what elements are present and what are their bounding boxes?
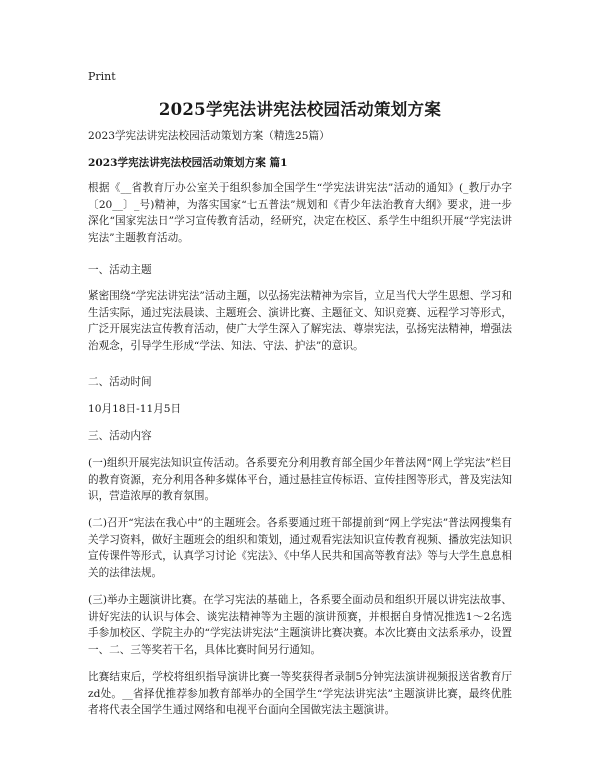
heading-activity-content: 三、活动内容 [88,430,152,442]
print-link[interactable]: Print [88,70,116,83]
content-item-2: (二)召开“宪法在我心中”的主题班会。各系要通过班干部提前到“网上学宪法”普法网搜集有关学习资料，做好主题班会的组织和策划，通过观看宪法知识宣传教育视频、播放宪法知识宣传课件等形式，认真学习讨论《宪法》、《中华人民共和国高等教育法》等与大学生息息相关的法律法规。 [88,517,512,579]
content-item-4: 比赛结束后，学校将组织指导演讲比赛一等奖获得者录制5分钟宪法演讲视频报送省教育厅zd处。__省择优推荐参加教育部举办的全国学生“学宪法讲宪法”主题演讲比赛，最终优胜者将代表全国学生通过网络和电视平台面向全国做宪法主题演讲。 [88,671,512,716]
document-subtitle: 2023学宪法讲宪法校园活动策划方案（精选25篇） [88,130,330,142]
theme-paragraph: 紧密围绕“学宪法讲宪法”活动主题，以弘扬宪法精神为宗旨，立足当代大学生思想、学习和生活实际，通过宪法晨读、主题班会、演讲比赛、主题征文、知识竞赛、远程学习等形式，广泛开展宪法宣传教育活动，使广大学生深入了解宪法、尊崇宪法，弘扬宪法精神，增强法治观念，引导学生形成“学法、知法、守法、护法”的意识。 [88,290,512,352]
content-item-1: (一)组织开展宪法知识宣传活动。各系要充分利用教育部全国少年普法网“网上学宪法”栏目的教育资源，充分利用各种多媒体平台，通过悬挂宣传标语、宣传挂图等形式，普及宪法知识，营造浓厚的教育氛围。 [88,457,512,502]
intro-paragraph: 根据《__省教育厅办公室关于组织参加全国学生“学宪法讲宪法”活动的通知》(_教厅办字〔20__〕_号)精神，为落实国家“七五普法”规划和《青少年法治教育大纲》要求，进一步深化“国家宪法日”学习宣传教育活动，经研究，决定在校区、系学生中组织开展“学宪法讲宪法”主题教育活动。 [88,182,512,244]
heading-activity-theme: 一、活动主题 [88,264,152,276]
activity-date: 10月18日-11月5日 [88,403,182,415]
content-item-3: (三)举办主题演讲比赛。在学习宪法的基础上，各系要全面动员和组织开展以讲宪法故事、讲好宪法的认识与体会、谈宪法精神等为主题的演讲预赛，并根据自身情况推选1～2名选手参加校区、学院主办的“学宪法讲宪法”主题演讲比赛决赛。本次比赛由文法系承办，设置一、二、三等奖若干名，具体比赛时间另行通知。 [88,594,512,656]
heading-activity-time: 二、活动时间 [88,376,152,388]
section-title: 2023学宪法讲宪法校园活动策划方案 篇1 [88,157,288,169]
document-title: 2025学宪法讲宪法校园活动策划方案 [158,100,442,119]
